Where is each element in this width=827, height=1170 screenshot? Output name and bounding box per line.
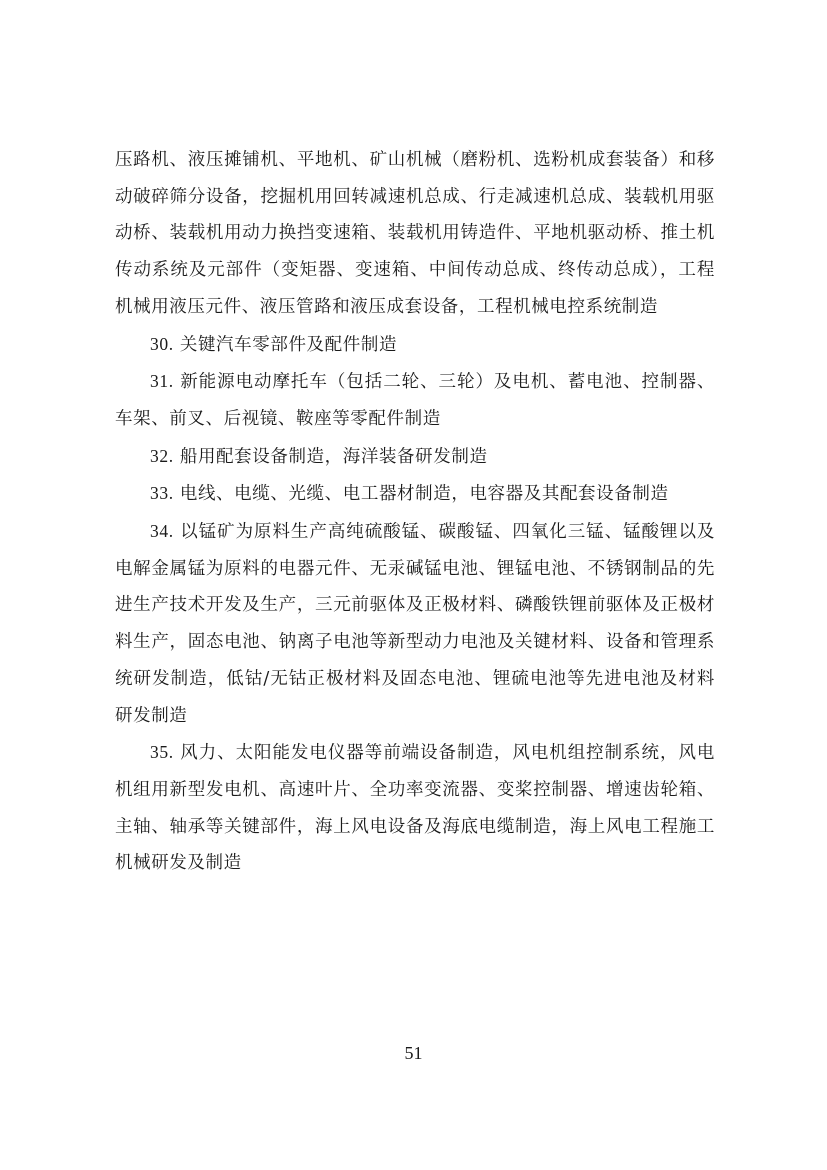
list-item-35 [115, 734, 715, 882]
item-number: 30. [150, 333, 174, 354]
item-text: 关键汽车零部件及配件制造 [179, 334, 398, 355]
item-text: 船用配套设备制造，海洋装备研发制造 [179, 446, 488, 467]
item-number: 35. [150, 742, 174, 763]
item-text: 风力、太阳能发电仪器等前端设备制造，风电机组控制系统，风电机组用新型发电机、高速叶片、全功率变流器、变桨控制器、增速齿轮箱、主轴、轴承等关键部件，海上风电设备及海底电缆制造，海上风电工程施工机械研发及制造 [115, 743, 715, 874]
item-text: 电线、电缆、光缆、电工器材制造，电容器及其配套设备制造 [179, 484, 669, 505]
item-number: 32. [150, 445, 174, 466]
item-text: 新能源电动摩托车（包括二轮、三轮）及电机、蓄电池、控制器、车架、前叉、后视镜、鞍座等零配件制造 [115, 372, 715, 429]
item-number: 34. [150, 521, 174, 542]
list-item-34 [115, 513, 715, 734]
page-number: 51 [404, 1043, 423, 1063]
list-item-31 [115, 363, 715, 437]
item-text: 以锰矿为原料生产高纯硫酸锰、碳酸锰、四氧化三锰、锰酸锂以及电解金属锰为原料的电器元件、无汞碱锰电池、锂锰电池、不锈钢制品的先进生产技术开发及生产，三元前驱体及正极材料、磷酸铁锂前驱体及正极材料生产，固态电池、钠离子电池等新型动力电池及关键材料、设备和管理系统研发制造，低钴/无钴正极材料及固态电池、锂硫电池等先进电池及材料研发制造 [115, 522, 715, 726]
item-number: 31. [150, 371, 174, 392]
list-item-30 [115, 326, 715, 364]
list-item-32 [115, 438, 715, 476]
item-number: 33. [150, 483, 174, 504]
continuation-paragraph: 压路机、液压摊铺机、平地机、矿山机械（磨粉机、选粉机成套装备）和移动破碎筛分设备，挖掘机用回转减速机总成、行走减速机总成、装载机用驱动桥、装载机用动力换挡变速箱、装载机用铸造件、平地机驱动桥、推土机传动系统及元部件（变矩器、变速箱、中间传动总成、终传动总成），工程机械用液压元件、液压管路和液压成套设备，工程机械电控系统制造 [115, 150, 715, 317]
list-item-33 [115, 475, 715, 513]
document-body [115, 142, 715, 882]
